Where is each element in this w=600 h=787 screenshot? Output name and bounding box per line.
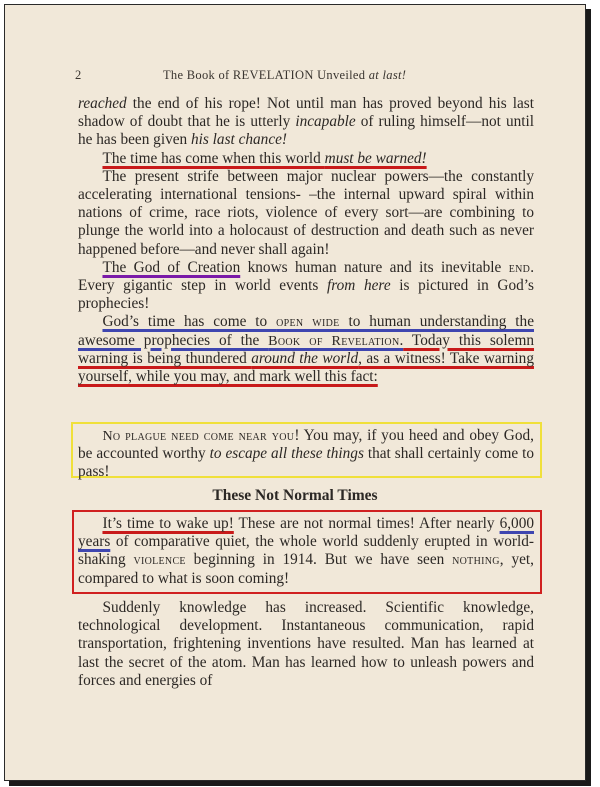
highlight-god-of-creation: The God of Creation xyxy=(102,258,241,276)
page-number: 2 xyxy=(75,68,82,82)
highlight-6000-years: 6,000 years xyxy=(78,515,534,551)
highlight-wake-up: It’s time to wake up! xyxy=(102,515,234,532)
paragraph-gods-time xyxy=(78,313,534,386)
paragraph-god-of-creation: The God of Creation knows human nature and its inevitable end. Every gigantic step in world events from here is pictured in God’s prophecies! xyxy=(78,258,535,313)
book-page xyxy=(4,4,586,781)
paragraph-strife: The present strife between major nuclear powers—the constantly accelerating international tensions- –the internal upward spiral within nations of crime, race riots, violence of every sort—are combining to plunge the world into a holocaust of destruction and death such as never happened before—and never shall again! xyxy=(78,167,534,258)
highlight-warned: The time has come when this world must be warned! xyxy=(102,149,427,167)
paragraph-knowledge: Suddenly knowledge has increased. Scientific knowledge, technological development. Instantaneous communication, rapid transportation, frightening inventions have resulted. Man has learned at last the secret of the atom. Man has learned how to unleash powers and forces and energies of xyxy=(78,599,534,689)
section-heading: These Not Normal Times xyxy=(212,487,378,504)
body-text-plague xyxy=(78,427,534,482)
paragraph-plague: No plague need come near you! You may, if you heed and obey God, be accounted worthy to escape all these things that shall certainly come to pass! xyxy=(78,427,535,481)
paragraph-warned xyxy=(78,150,534,168)
body-text-top xyxy=(78,95,534,386)
body-text-wake-up xyxy=(78,515,534,588)
highlight-gods-time: God’s time has come to open wide to human understanding the awesome prophecies of the Book of Revelation. xyxy=(78,313,534,349)
body-text-bottom xyxy=(78,599,534,690)
paragraph-continued: reached the end of his rope! Not until man has proved beyond his last shadow of doubt that he is utterly incapable of ruling himself—not until he has been given his last chance! xyxy=(78,95,534,149)
running-title: The Book of REVELATION Unveiled at last! xyxy=(163,68,407,82)
highlight-today-warning: Today this solemn warning is being thundered around the world, as a witness! Take warning yourself, while you may, and mark well this fact: xyxy=(78,331,535,386)
paragraph-wake-up: It’s time to wake up! These are not normal times! After nearly 6,000 years of comparative quiet, the whole world suddenly erupted in world-shaking violence beginning in 1914. But we have seen nothing, yet, compared to what is soon coming! xyxy=(78,515,534,587)
